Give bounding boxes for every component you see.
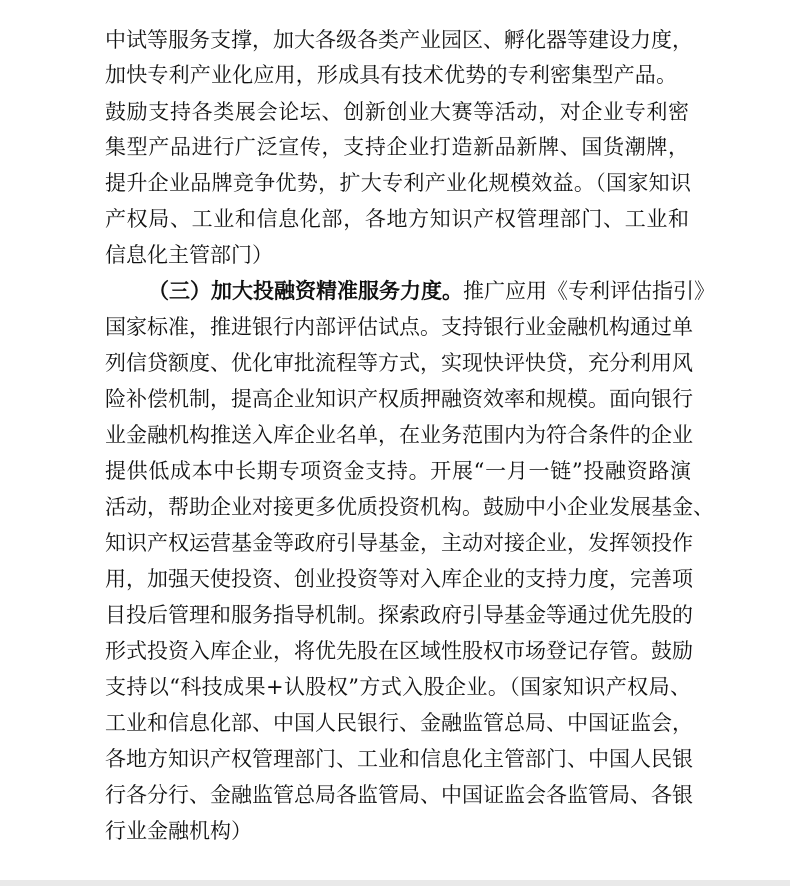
paragraph-1-line-7: 信息化主管部门）	[105, 243, 273, 267]
paragraph-2-line-5: 业金融机构推送入库企业名单，在业务范围内为符合条件的企业	[105, 423, 693, 447]
paragraph-2-line-14: 各地方知识产权管理部门、工业和信息化主管部门、中国人民银	[105, 747, 693, 771]
paragraph-2-line-1	[148, 273, 715, 309]
paragraph-1-line-6: 产权局、工业和信息化部，各地方知识产权管理部门、工业和	[105, 207, 689, 231]
paragraph-2-line-16: 行业金融机构）	[105, 819, 252, 843]
paragraph-2-line-11: 形式投资入库企业，将优先股在区域性股权市场登记存管。鼓励	[105, 639, 693, 663]
paragraph-2-line-9: 用，加强天使投资、创业投资等对入库企业的支持力度，完善项	[105, 567, 693, 591]
paragraph-1-line-2: 加快专利产业化应用，形成具有技术优势的专利密集型产品。	[105, 63, 677, 87]
paragraph-1-line-5: 提升企业品牌竞争优势，扩大专利产业化规模效益。（国家知识	[105, 171, 691, 195]
paragraph-2-line-4: 险补偿机制，提高企业知识产权质押融资效率和规模。面向银行	[105, 387, 693, 411]
paragraph-2-line-8: 知识产权运营基金等政府引导基金，主动对接企业，发挥领投作	[105, 531, 693, 555]
paragraph-2-line-10: 目投后管理和服务指导机制。探索政府引导基金等通过优先股的	[105, 603, 693, 627]
paragraph-2-line-7: 活动，帮助企业对接更多优质投资机构。鼓励中小企业发展基金、	[105, 495, 714, 519]
section-heading-continuation: 推广应用《专利评估指引》	[463, 279, 715, 303]
section-heading: （三）加大投融资精准服务力度。	[148, 278, 463, 303]
paragraph-2-line-3: 列信贷额度、优化审批流程等方式，实现快评快贷，充分利用风	[105, 351, 693, 375]
paragraph-2-line-2: 国家标准，推进银行内部评估试点。支持银行业金融机构通过单	[105, 315, 693, 339]
paragraph-1-line-1: 中试等服务支撑，加大各级各类产业园区、孵化器等建设力度，	[105, 28, 693, 52]
paragraph-2-line-15: 行各分行、金融监管总局各监管局、中国证监会各监管局、各银	[105, 783, 693, 807]
paragraph-2-line-6: 提供低成本中长期专项资金支持。开展“一月一链”投融资路演	[105, 459, 691, 483]
page-bottom-edge	[0, 880, 790, 886]
paragraph-1-line-4: 集型产品进行广泛宣传，支持企业打造新品新牌、国货潮牌，	[105, 135, 689, 159]
paragraph-1-line-3: 鼓励支持各类展会论坛、创新创业大赛等活动，对企业专利密	[105, 100, 689, 124]
paragraph-2-line-13: 工业和信息化部、中国人民银行、金融监管总局、中国证监会，	[105, 711, 693, 735]
paragraph-2-line-12: 支持以“科技成果+认股权”方式入股企业。（国家知识产权局、	[105, 675, 691, 699]
